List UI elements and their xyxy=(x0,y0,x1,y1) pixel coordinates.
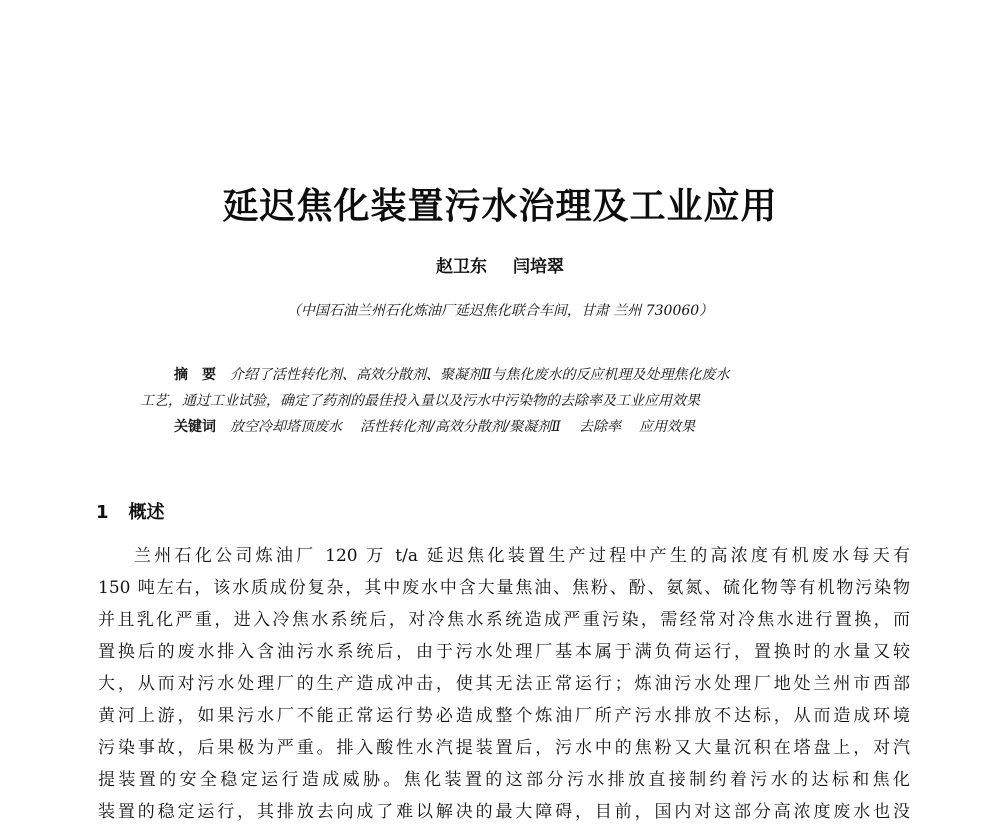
body-line: 提装置的安全稳定运行造成威胁。焦化装置的这部分污水排放直接制约着污水的达标和焦化 xyxy=(98,770,910,790)
body-line: 装置的稳定运行，其排放去向成了难以解决的最大障碍，目前，国内对这部分高浓度废水也没 xyxy=(98,802,910,822)
abstract-block xyxy=(140,362,880,440)
author-list xyxy=(0,252,1000,277)
section-number: 1 xyxy=(96,502,109,523)
author-name: 赵卫东 xyxy=(436,257,487,277)
affiliation: （中国石油兰州石化炼油厂延迟焦化联合车间，甘肃 兰州 730060） xyxy=(286,303,714,319)
abstract-line xyxy=(140,362,880,388)
body-paragraph xyxy=(98,540,910,828)
body-line: 并且乳化严重，进入冷焦水系统后，对冷焦水系统造成严重污染，需经常对冷焦水进行置换，而 xyxy=(98,610,910,630)
abstract-line: 工艺，通过工业试验，确定了药剂的最佳投入量以及污水中污染物的去除率及工业应用效果 xyxy=(140,393,700,409)
keywords-line xyxy=(140,414,880,440)
body-line: 置换后的废水排入含油污水系统后，由于污水处理厂基本属于满负荷运行，置换时的水量又较 xyxy=(98,642,910,662)
keyword: 去除率 xyxy=(578,419,621,435)
author-name: 闫培翠 xyxy=(513,257,564,277)
body-line: 污染事故，后果极为严重。排入酸性水汽提装置后，污水中的焦粉又大量沉积在塔盘上，对汽 xyxy=(98,738,910,758)
keyword: 应用效果 xyxy=(638,419,695,435)
body-line: 黄河上游，如果污水厂不能正常运行势必造成整个炼油厂所产污水排放不达标，从而造成环境 xyxy=(98,706,910,726)
keyword: 活性转化剂/高效分散剂/聚凝剂Ⅱ xyxy=(360,419,561,435)
section-title: 概述 xyxy=(128,502,165,523)
paper-title: 延迟焦化装置污水治理及工业应用 xyxy=(222,186,778,227)
body-line: 兰州石化公司炼油厂 120 万 t/a 延迟焦化装置生产过程中产生的高浓度有机废水每天有 xyxy=(134,546,910,566)
abstract-label: 摘 要 xyxy=(174,367,216,383)
body-line: 150 吨左右，该水质成份复杂，其中废水中含大量焦油、焦粉、酚、氨氮、硫化物等有机物污染物 xyxy=(98,578,910,598)
section-heading xyxy=(96,498,165,524)
keyword: 放空冷却塔顶废水 xyxy=(230,419,342,435)
abstract-text: 介绍了活性转化剂、高效分散剂、聚凝剂Ⅱ与焦化废水的反应机理及处理焦化废水 xyxy=(230,367,730,383)
keywords-label: 关键词 xyxy=(174,419,216,435)
body-line: 大，从而对污水处理厂的生产造成冲击，使其无法正常运行；炼油污水处理厂地处兰州市西部 xyxy=(98,674,910,694)
